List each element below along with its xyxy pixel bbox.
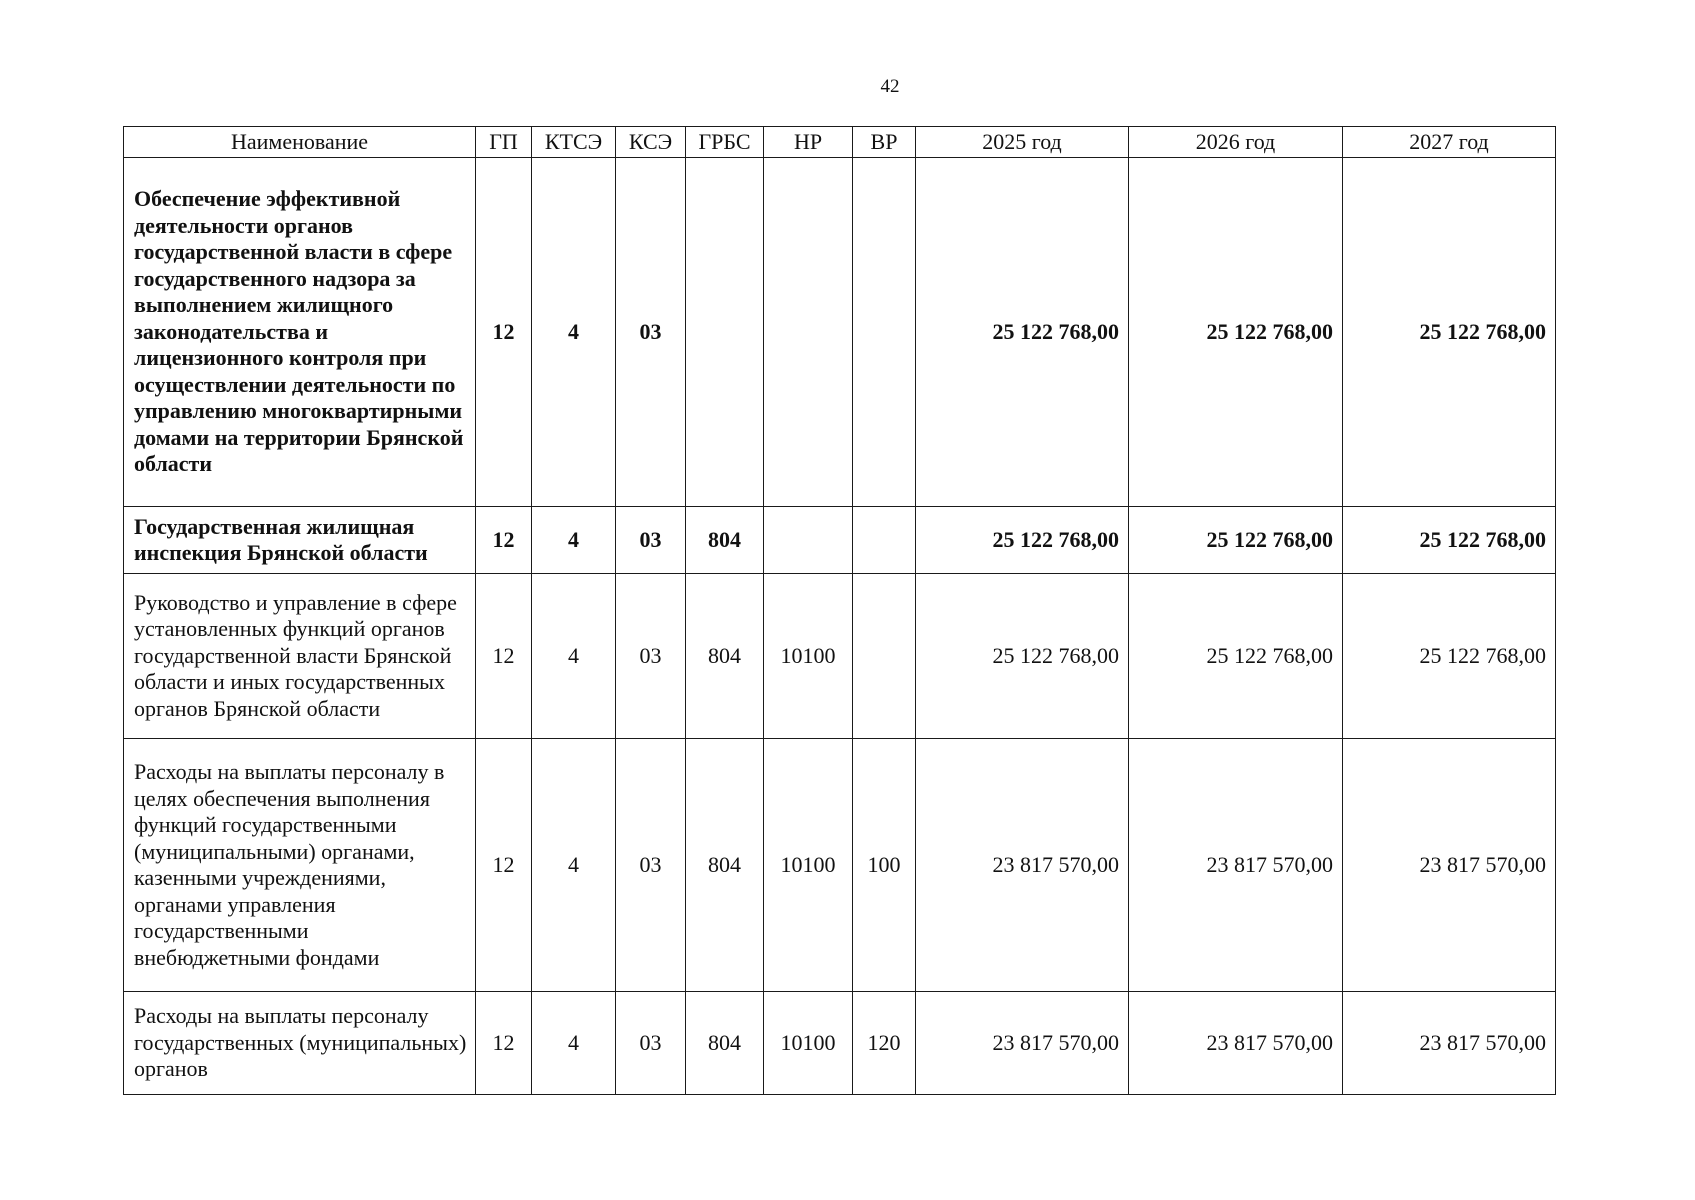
cell-nr: 10100 <box>764 992 853 1095</box>
page-number: 42 <box>880 76 900 97</box>
cell-vr <box>853 574 916 739</box>
cell-2026: 25 122 768,00 <box>1129 507 1343 574</box>
cell-name: Государственная жилищная инспекция Брянской области <box>124 507 476 574</box>
cell-2025: 23 817 570,00 <box>916 992 1129 1095</box>
cell-gp: 12 <box>476 739 532 992</box>
cell-vr: 100 <box>853 739 916 992</box>
table-row <box>124 507 1556 574</box>
cell-nr <box>764 507 853 574</box>
col-header-2025: 2025 год <box>916 127 1129 158</box>
cell-gp: 12 <box>476 574 532 739</box>
cell-2025: 25 122 768,00 <box>916 574 1129 739</box>
col-header-name: Наименование <box>124 127 476 158</box>
cell-ktse: 4 <box>532 507 616 574</box>
cell-2026: 23 817 570,00 <box>1129 992 1343 1095</box>
cell-kse: 03 <box>616 992 686 1095</box>
table-row <box>124 158 1556 507</box>
cell-ktse: 4 <box>532 158 616 507</box>
cell-ktse: 4 <box>532 992 616 1095</box>
cell-name: Обеспечение эффективной деятельности органов государственной власти в сфере государственного надзора за выполнением жилищного законодательства и лицензионного контроля при осуществлении деятельности по управлению многоквартирными домами на территории Брянской области <box>124 158 476 507</box>
cell-ktse: 4 <box>532 574 616 739</box>
col-header-ktse: КТСЭ <box>532 127 616 158</box>
col-header-2026: 2026 год <box>1129 127 1343 158</box>
cell-gp: 12 <box>476 507 532 574</box>
cell-grbs: 804 <box>686 739 764 992</box>
budget-table <box>123 126 1556 1095</box>
cell-kse: 03 <box>616 739 686 992</box>
cell-nr: 10100 <box>764 739 853 992</box>
cell-grbs <box>686 158 764 507</box>
cell-2027: 25 122 768,00 <box>1343 507 1556 574</box>
cell-grbs: 804 <box>686 507 764 574</box>
cell-ktse: 4 <box>532 739 616 992</box>
cell-gp: 12 <box>476 992 532 1095</box>
cell-2027: 25 122 768,00 <box>1343 158 1556 507</box>
cell-vr <box>853 158 916 507</box>
cell-vr <box>853 507 916 574</box>
cell-2027: 23 817 570,00 <box>1343 992 1556 1095</box>
cell-name: Расходы на выплаты персоналу в целях обеспечения выполнения функций государственными (муниципальными) органами, казенными учреждениями, органами управления государственными внебюджетными фондами <box>124 739 476 992</box>
cell-kse: 03 <box>616 158 686 507</box>
cell-grbs: 804 <box>686 574 764 739</box>
cell-vr: 120 <box>853 992 916 1095</box>
cell-gp: 12 <box>476 158 532 507</box>
cell-2025: 25 122 768,00 <box>916 158 1129 507</box>
cell-grbs: 804 <box>686 992 764 1095</box>
col-header-vr: ВР <box>853 127 916 158</box>
cell-name: Расходы на выплаты персоналу государственных (муниципальных) органов <box>124 992 476 1095</box>
table-row <box>124 739 1556 992</box>
cell-kse: 03 <box>616 574 686 739</box>
cell-nr: 10100 <box>764 574 853 739</box>
table-row <box>124 992 1556 1095</box>
cell-2025: 25 122 768,00 <box>916 507 1129 574</box>
cell-kse: 03 <box>616 507 686 574</box>
cell-2025: 23 817 570,00 <box>916 739 1129 992</box>
col-header-2027: 2027 год <box>1343 127 1556 158</box>
col-header-nr: НР <box>764 127 853 158</box>
cell-2027: 23 817 570,00 <box>1343 739 1556 992</box>
cell-2027: 25 122 768,00 <box>1343 574 1556 739</box>
cell-nr <box>764 158 853 507</box>
cell-2026: 25 122 768,00 <box>1129 574 1343 739</box>
table-row <box>124 574 1556 739</box>
cell-2026: 25 122 768,00 <box>1129 158 1343 507</box>
col-header-kse: КСЭ <box>616 127 686 158</box>
col-header-grbs: ГРБС <box>686 127 764 158</box>
col-header-gp: ГП <box>476 127 532 158</box>
header-row <box>124 127 1556 158</box>
cell-2026: 23 817 570,00 <box>1129 739 1343 992</box>
cell-name: Руководство и управление в сфере установленных функций органов государственной власти Брянской области и иных государственных органов Брянской области <box>124 574 476 739</box>
